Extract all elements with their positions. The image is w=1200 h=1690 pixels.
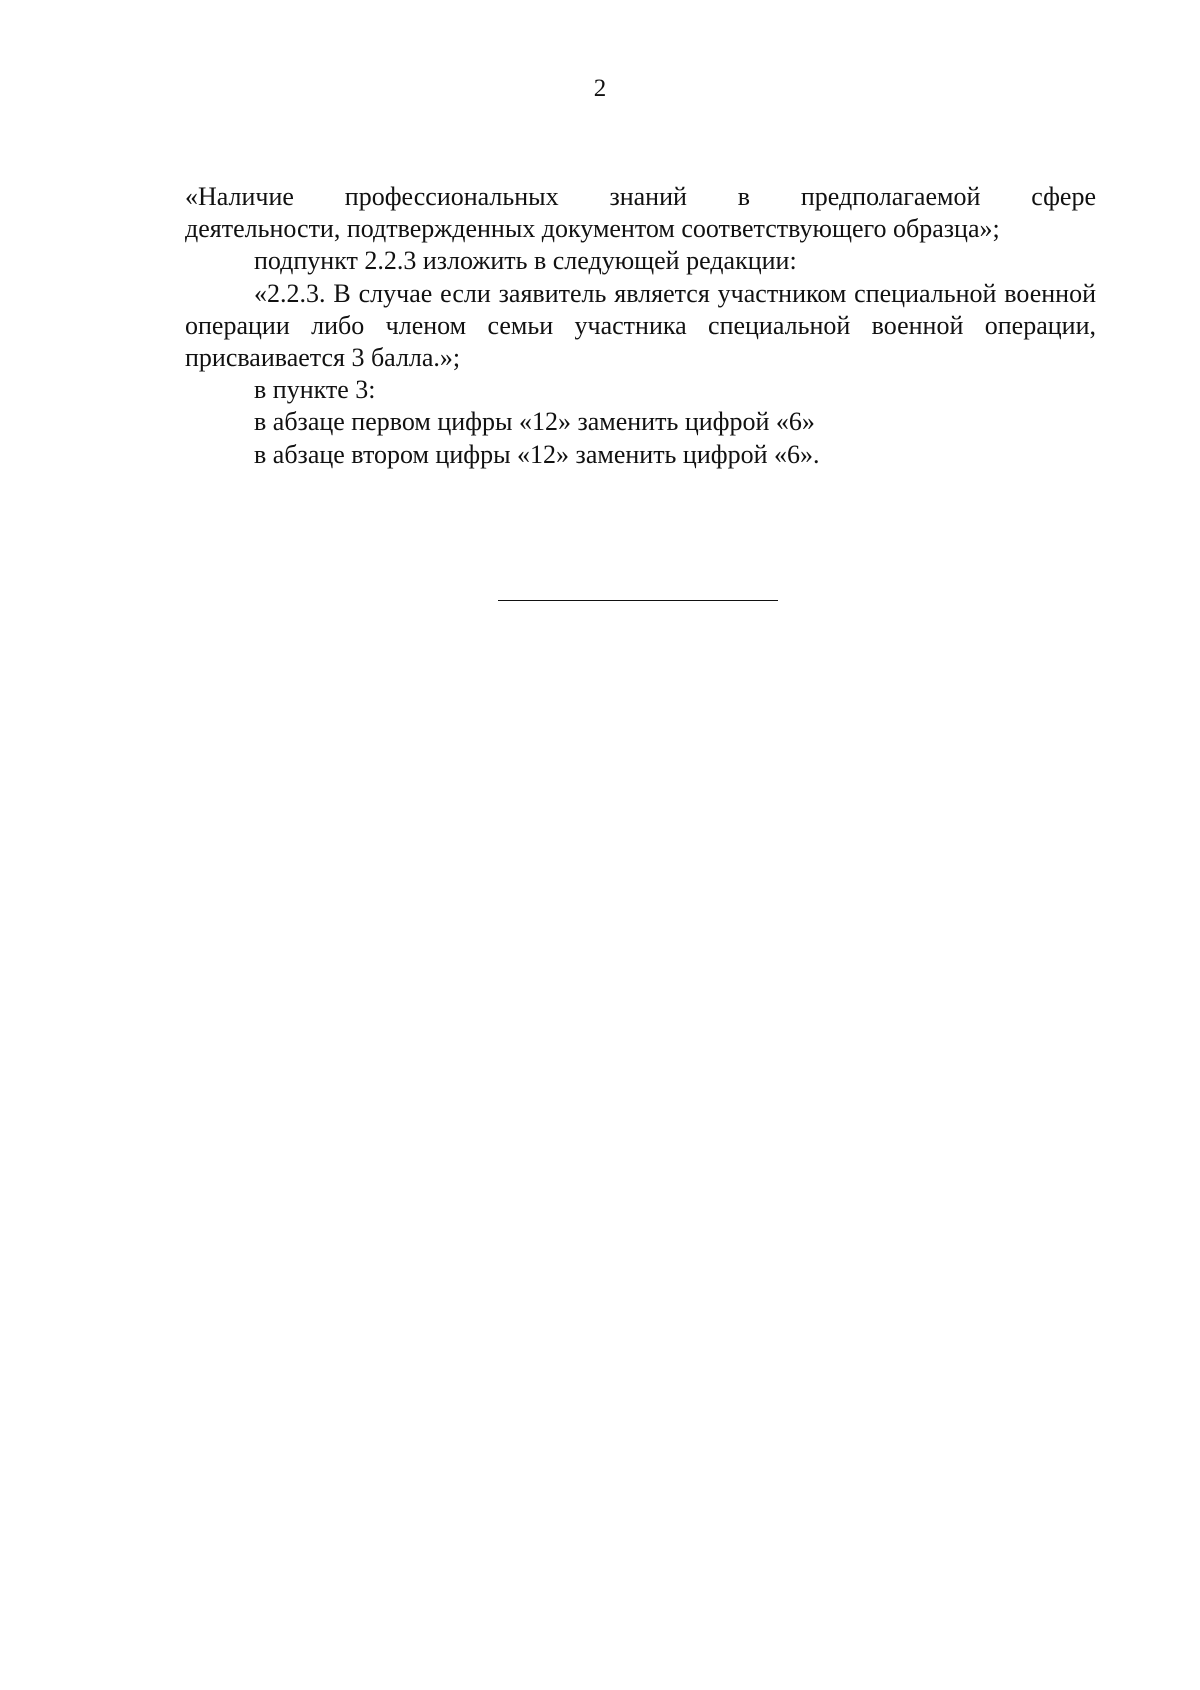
paragraph-second-amendment: в абзаце втором цифры «12» заменить цифрой «6». <box>254 439 820 469</box>
paragraph-subclause-instruction: подпункт 2.2.3 изложить в следующей редакции: <box>254 246 797 276</box>
paragraph-quote-end: деятельности, подтвержденных документом соответствующего образца»; <box>185 214 1000 244</box>
page-number: 2 <box>593 75 607 102</box>
paragraph-clause-3: в пункте 3: <box>254 375 376 405</box>
paragraph-subclause-text: «2.2.3. В случае если заявитель является участником специальной военной операции либо членом семьи участника специальной военной операции, присваивается 3 балла.»; <box>185 278 1096 373</box>
document-body <box>185 181 1096 471</box>
paragraph-quote-start: «Наличие профессиональных знаний в предполагаемой сфере <box>185 182 1096 211</box>
closing-separator-line <box>498 600 778 601</box>
paragraph-first-amendment: в абзаце первом цифры «12» заменить цифрой «6» <box>254 407 815 437</box>
